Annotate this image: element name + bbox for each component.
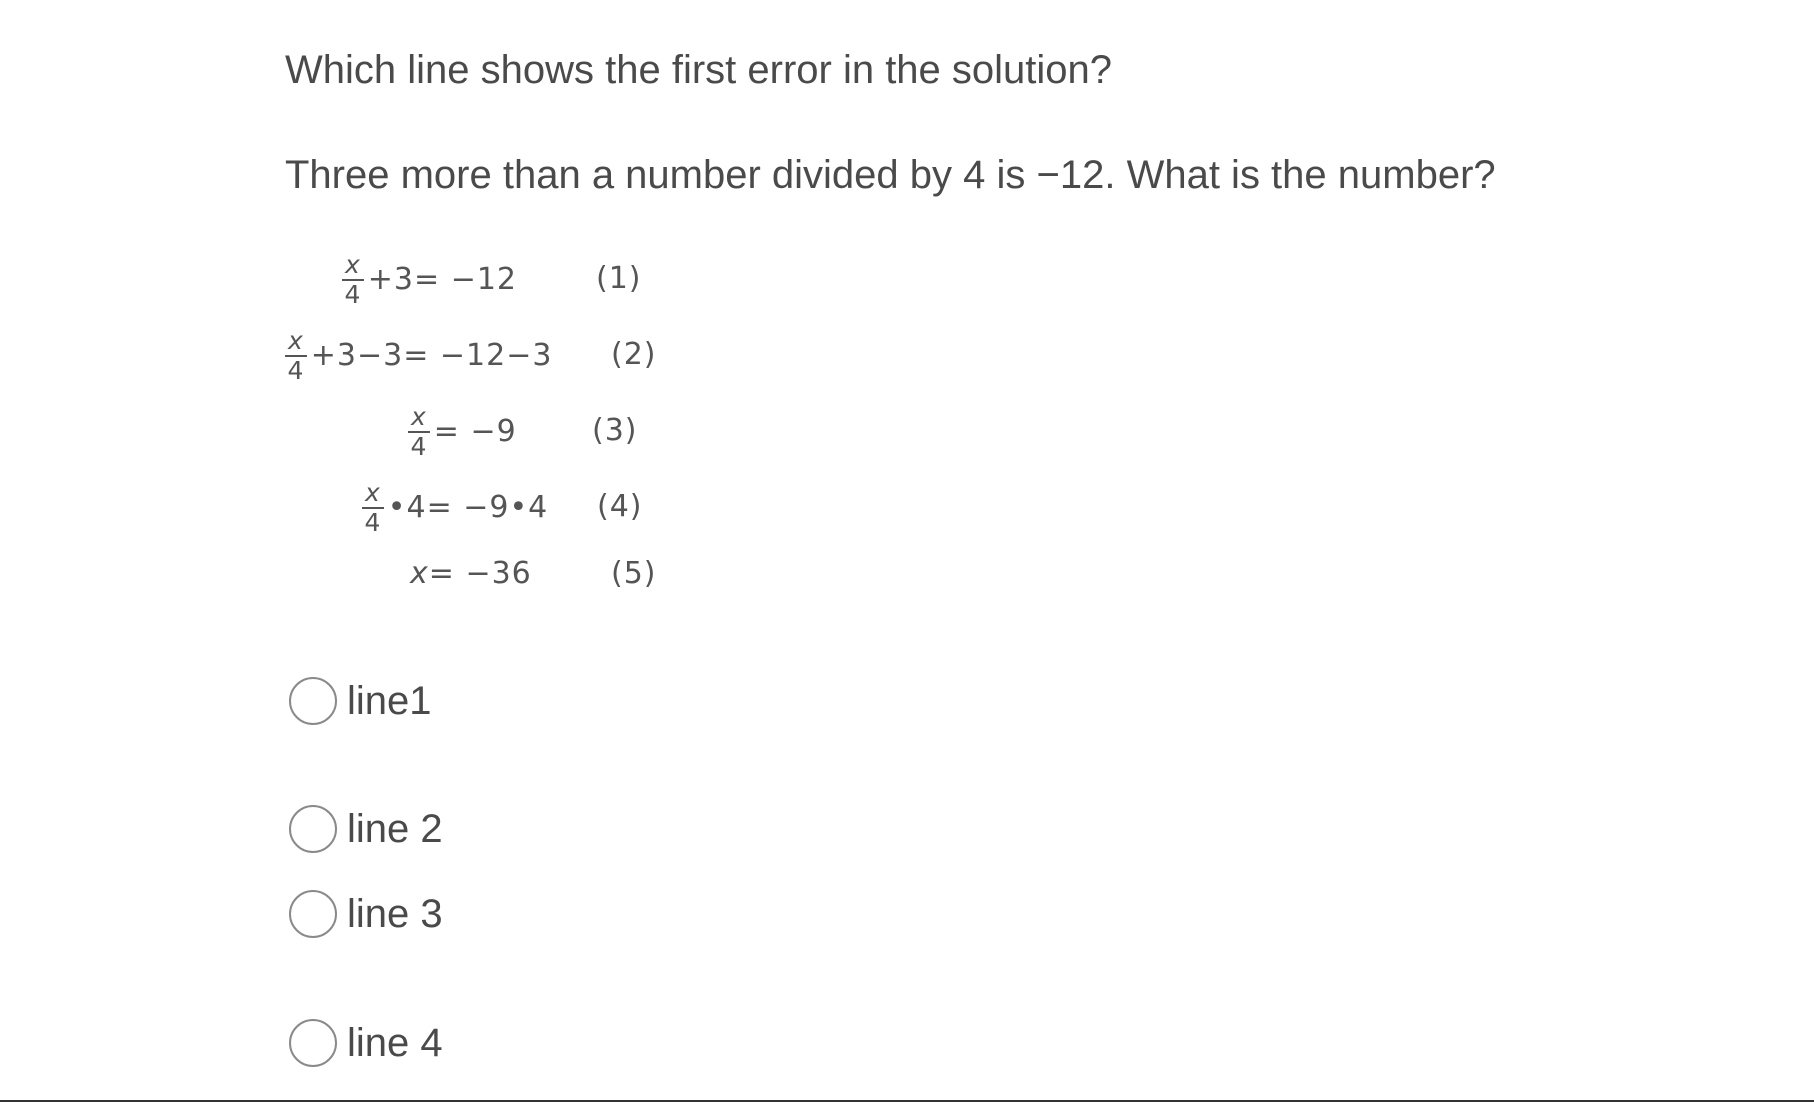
option-label[interactable]: line 2 <box>347 806 443 851</box>
fraction-denominator: 4 <box>287 356 305 385</box>
radio-button[interactable] <box>289 890 337 938</box>
equation-line-2 <box>285 328 552 383</box>
fraction-denominator: 4 <box>344 280 362 309</box>
radio-button[interactable] <box>289 805 337 853</box>
fraction-denominator: 4 <box>364 508 382 537</box>
answer-option-line-3[interactable] <box>289 890 443 938</box>
equation-expression: +3= −12 <box>367 262 518 297</box>
equation-number-1: (1) <box>596 261 642 296</box>
radio-button[interactable] <box>289 677 337 725</box>
fraction <box>408 404 430 459</box>
fraction <box>285 328 307 383</box>
equation-expression: = −36 <box>428 556 532 591</box>
equation-expression: +3−3= −12−3 <box>310 338 553 373</box>
option-label[interactable]: line 4 <box>347 1020 443 1065</box>
equation-line-3 <box>408 404 517 459</box>
fraction <box>362 480 384 535</box>
equation-line-1 <box>342 252 517 307</box>
fraction <box>342 252 364 307</box>
fraction-numerator: x <box>285 328 307 357</box>
option-label[interactable]: line1 <box>347 678 432 723</box>
fraction-numerator: x <box>342 252 364 281</box>
radio-button[interactable] <box>289 1019 337 1067</box>
equation-line-5 <box>410 556 532 591</box>
fraction-numerator: x <box>408 404 430 433</box>
equation-number-4: (4) <box>597 489 643 524</box>
bottom-divider <box>0 1100 1814 1102</box>
answer-option-line-1[interactable] <box>289 677 432 725</box>
fraction-denominator: 4 <box>410 432 428 461</box>
equation-line-4 <box>362 480 548 535</box>
option-label[interactable]: line 3 <box>347 891 443 936</box>
problem-statement: Three more than a number divided by 4 is −12. What is the number? <box>285 153 1496 197</box>
equation-number-3: (3) <box>592 413 638 448</box>
equation-expression: •4= −9•4 <box>387 490 549 525</box>
answer-option-line-4[interactable] <box>289 1019 443 1067</box>
answer-option-line-2[interactable] <box>289 805 443 853</box>
equation-number-5: (5) <box>611 556 657 591</box>
equation-expression: = −9 <box>433 414 517 449</box>
question-prompt: Which line shows the first error in the solution? <box>285 48 1113 92</box>
equation-number-2: (2) <box>611 337 657 372</box>
fraction-numerator: x <box>362 480 384 509</box>
equation-variable: x <box>410 556 429 591</box>
